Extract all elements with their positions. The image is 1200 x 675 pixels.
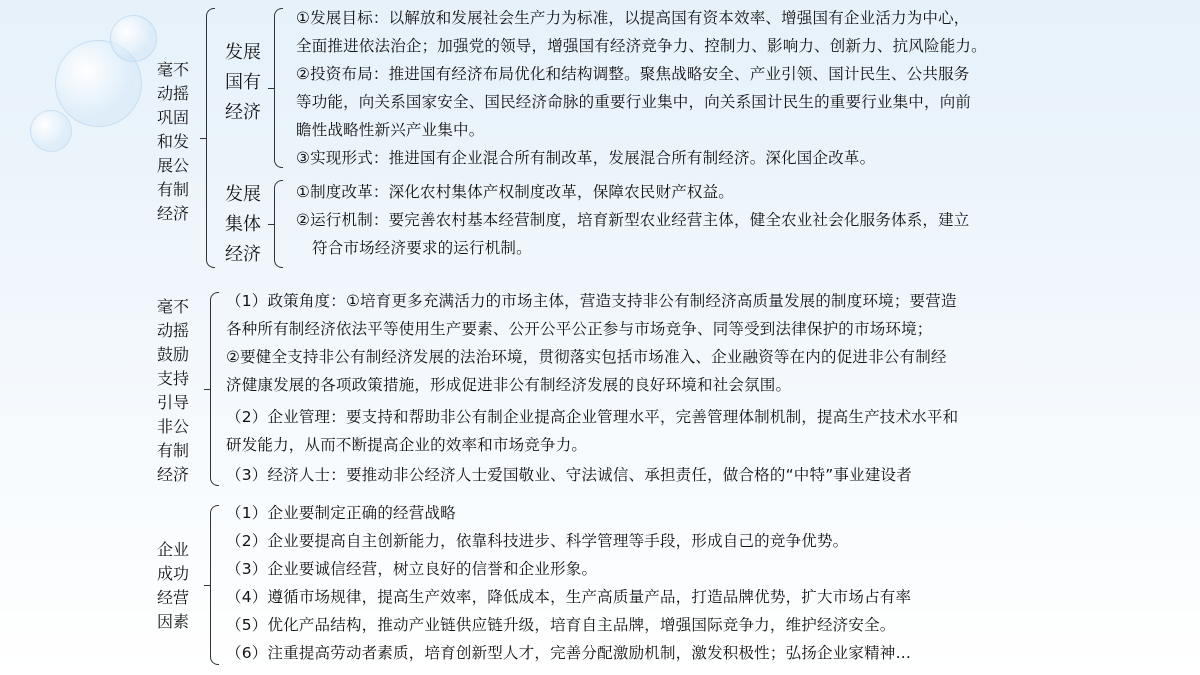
text-line: （3）企业要诚信经营，树立良好的信誉和企业形象。 xyxy=(226,560,598,578)
section-label-business-success: 企业 成功 经营 因素 xyxy=(156,540,189,631)
text-line: （4）遵循市场规律，提高生产效率，降低成本，生产高质量产品，打造品牌优势，扩大市场占有率 xyxy=(226,588,912,606)
group-label-collective-economy: 发展 集体 经济 xyxy=(225,184,261,265)
section-label-public-economy: 毫不 动摇 巩固 和发 展公 有制 经济 xyxy=(156,60,189,223)
brace-section-1 xyxy=(206,8,215,268)
brace-state-economy xyxy=(274,8,283,168)
text-line: ①发展目标：以解放和发展社会生产力为标准，以提高国有资本效率、增强国有企业活力为中心， xyxy=(296,9,970,27)
text-line: 各种所有制经济依法平等使用生产要素、公开公平公正参与市场竞争、同等受到法律保护的市场环境； xyxy=(226,320,933,338)
text-line: 研发能力，从而不断提高企业的效率和市场竞争力。 xyxy=(226,436,588,454)
text-line: （3）经济人士：要推动非公经济人士爱国敬业、守法诚信、承担责任，做合格的“中特”事业建设者 xyxy=(226,466,912,484)
brace-collective-economy xyxy=(274,180,283,268)
text-line: （1）政策角度：①培育更多充满活力的市场主体，营造支持非公有制经济高质量发展的制度环境；要营造 xyxy=(226,292,957,310)
section-label-nonpublic-economy: 毫不 动摇 鼓励 支持 引导 非公 有制 经济 xyxy=(156,297,189,484)
text-line: 全面推进依法治企；加强党的领导，增强国有经济竞争力、控制力、影响力、创新力、抗风险能力。 xyxy=(296,37,987,55)
text-line: （6）注重提高劳动者素质，培育创新型人才，完善分配激励机制，激发积极性；弘扬企业家精神… xyxy=(226,644,912,662)
text-line: （2）企业管理：要支持和帮助非公有制企业提高企业管理水平，完善管理体制机制，提高生产技术水平和 xyxy=(226,408,959,426)
text-line: ③实现形式：推进国有企业混合所有制改革，发展混合所有制经济。深化国企改革。 xyxy=(296,149,876,167)
text-line: 等功能，向关系国家安全、国民经济命脉的重要行业集中，向关系国计民生的重要行业集中，向前 xyxy=(296,93,972,111)
brace-section-3 xyxy=(210,505,219,665)
text-line: ①制度改革：深化农村集体产权制度改革，保障农民财产权益。 xyxy=(296,183,734,201)
brace-section-2 xyxy=(210,292,219,486)
text-line: ②运行机制：要完善农村基本经营制度，培育新型农业经营主体，健全农业社会化服务体系，建立 xyxy=(296,211,970,229)
text-line: （2）企业要提高自主创新能力，依靠科技进步、科学管理等手段，形成自己的竞争优势。 xyxy=(226,532,849,550)
text-line: ②投资布局：推进国有经济布局优化和结构调整。聚焦战略安全、产业引领、国计民生、公共服务 xyxy=(296,65,970,83)
text-line: （1）企业要制定正确的经营战略 xyxy=(226,504,456,522)
decorative-bubble xyxy=(110,15,157,62)
text-line: 济健康发展的各项政策措施，形成促进非公有制经济发展的良好环境和社会氛围。 xyxy=(226,376,792,394)
text-line: 符合市场经济要求的运行机制。 xyxy=(312,239,532,257)
group-label-state-economy: 发展 国有 经济 xyxy=(225,42,261,123)
decorative-bubble xyxy=(30,110,72,152)
text-line: （5）优化产品结构，推动产业链供应链升级，培育自主品牌，增强国际竞争力，维护经济安全。 xyxy=(226,616,896,634)
text-line: 瞻性战略性新兴产业集中。 xyxy=(296,121,485,139)
text-line: ②要健全支持非公有制经济发展的法治环境，贯彻落实包括市场准入、企业融资等在内的促进非公有制经 xyxy=(226,348,947,366)
